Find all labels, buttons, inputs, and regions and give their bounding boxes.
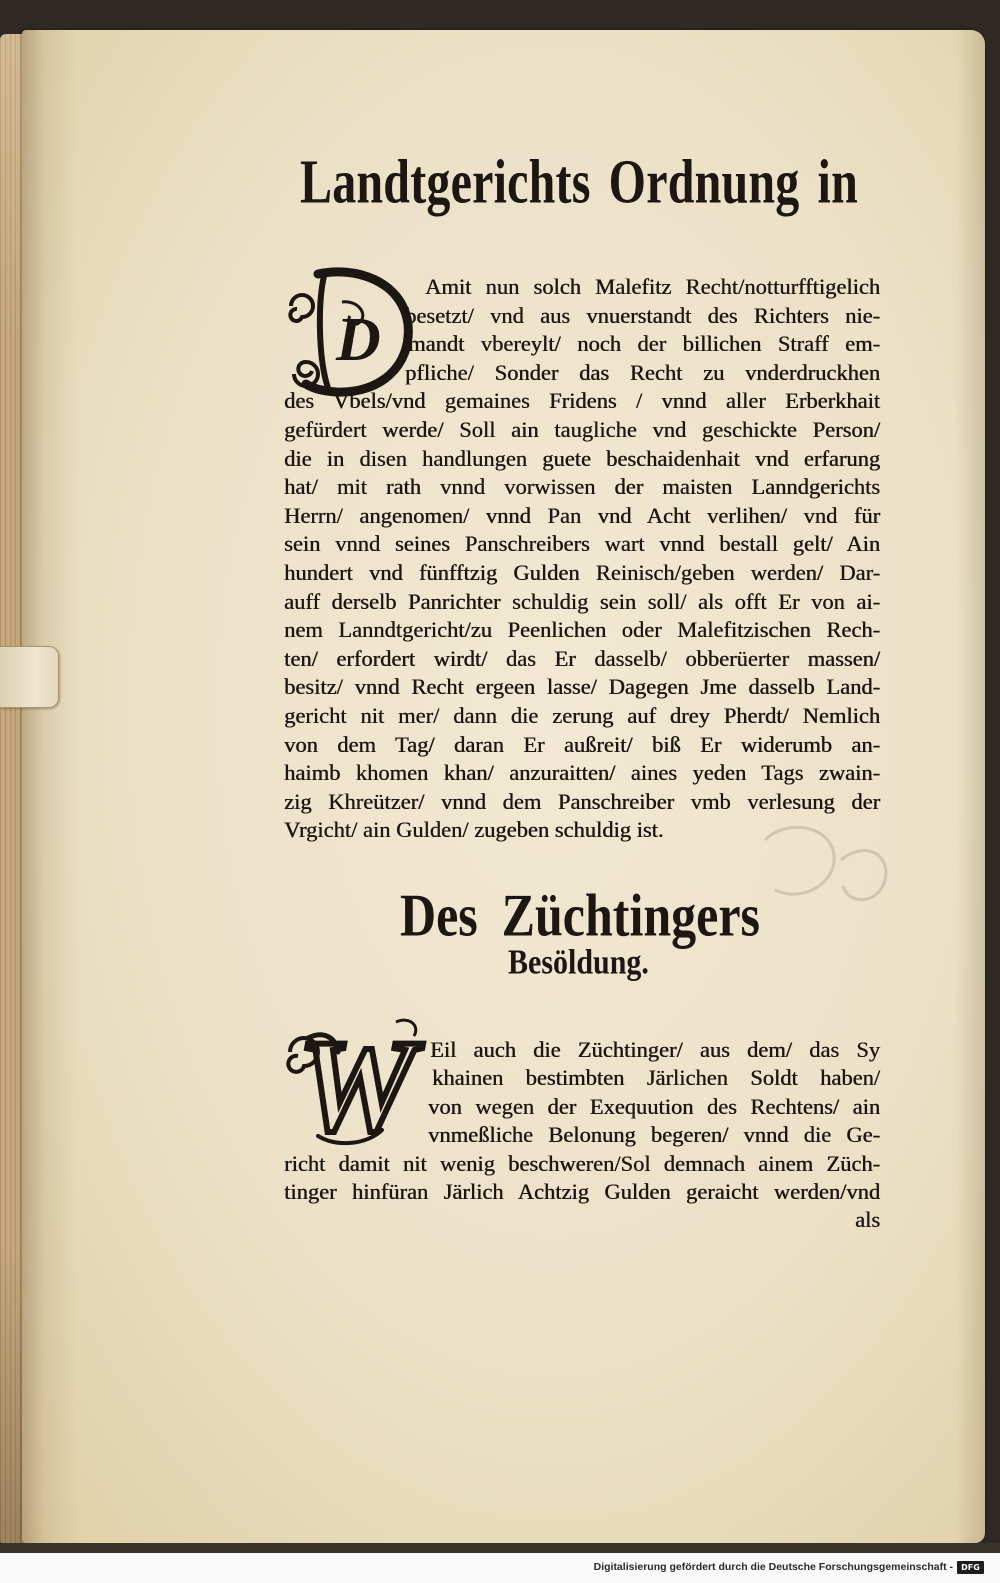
drop-cap-letter: W (298, 1012, 416, 1148)
bleed-through-ornament (745, 820, 895, 910)
text-line: hat/ mit rath vnnd vorwissen der maisten Lanndgerichts (284, 474, 880, 500)
text-line: pfliche/ Sonder das Recht zu vnderdruckhen (405, 359, 880, 385)
text-line: vnmeßliche Belonung begeren/ vnnd die Ge- (428, 1122, 880, 1148)
text-line: nem Lanndtgericht/zu Peenlichen oder Malefitzischen Rech- (284, 617, 880, 643)
scan-bottom-edge (0, 1543, 1000, 1553)
paragraph-2 (284, 1036, 880, 1235)
text-line: auff derselb Panrichter schuldig sein soll/ als offt Er von ai- (284, 588, 880, 614)
text-line: gericht nit mer/ dann die zerung auf drey Pherdt/ Nemlich (284, 702, 880, 728)
bookmark-tab (0, 646, 59, 708)
footer-credit: Digitalisierung gefördert durch die Deutsche Forschungsgemeinschaft - (593, 1561, 953, 1573)
section-heading: Des Züchtingers (400, 881, 760, 949)
text-line: Herrn/ angenomen/ vnnd Pan vnd Acht verlihen/ vnd für (284, 502, 880, 528)
text-line: Vrgicht/ ain Gulden/ zugeben schuldig ist. (284, 817, 664, 843)
text-line: von wegen der Exequution des Rechtens/ ain (428, 1093, 880, 1119)
text-line: besetzt/ vnd aus vnuerstandt des Richters nie- (405, 302, 880, 328)
text-line: richt damit nit wenig beschweren/Sol demnach ainem Züch- (284, 1150, 880, 1176)
text-line: des Vbels/vnd gemaines Fridens / vnnd aller Erberkhait (284, 388, 880, 414)
paragraph-1 (284, 273, 880, 845)
catchword: als (855, 1207, 880, 1233)
text-line: ten/ erfordert wirdt/ das Er dasselb/ obberüerter massen/ (284, 645, 880, 671)
text-line: Eil auch die Züchtinger/ aus dem/ das Sy (430, 1037, 880, 1062)
text-line: gefürdert werde/ Soll ain taugliche vnd geschickte Person/ (284, 416, 880, 442)
section-subheading: Besöldung. (508, 943, 649, 982)
text-line: haimb khomen khan/ anzuraitten/ aines yeden Tags zwain- (284, 760, 880, 786)
text-line: mandt vbereylt/ noch der billichen Straff em- (408, 331, 880, 357)
digitization-footer (0, 1553, 1000, 1583)
text-line: sein vnnd seines Panschreibers wart vnnd bestall gelt/ Ain (284, 531, 880, 557)
book-page (22, 30, 985, 1543)
text-line: Amit nun solch Malefitz Recht/notturfftigelich (425, 274, 880, 299)
text-line: zig Khreützer/ vnnd dem Panschreiber vmb verlesung der (284, 788, 880, 814)
text-line: hundert vnd fünfftzig Gulden Reinisch/geben werden/ Dar- (284, 559, 880, 585)
page-title: Landtgerichts Ordnung in (300, 148, 858, 217)
text-line: tinger hinfüran Järlich Achtzig Gulden geraicht werden/vnd (284, 1178, 880, 1204)
text-line: die in disen handlungen guete beschaidenhait vnd erfarung (284, 445, 880, 471)
dfg-logo: DFG (957, 1561, 984, 1574)
text-line: von dem Tag/ daran Er außreit/ biß Er widerumb an- (284, 731, 880, 757)
drop-cap-letter: D (336, 306, 381, 374)
text-line: khainen bestimbten Järlichen Soldt haben/ (432, 1065, 880, 1091)
text-line: besitz/ vnnd Recht ergeen lasse/ Dagegen Jme dasselb Land- (284, 674, 880, 700)
